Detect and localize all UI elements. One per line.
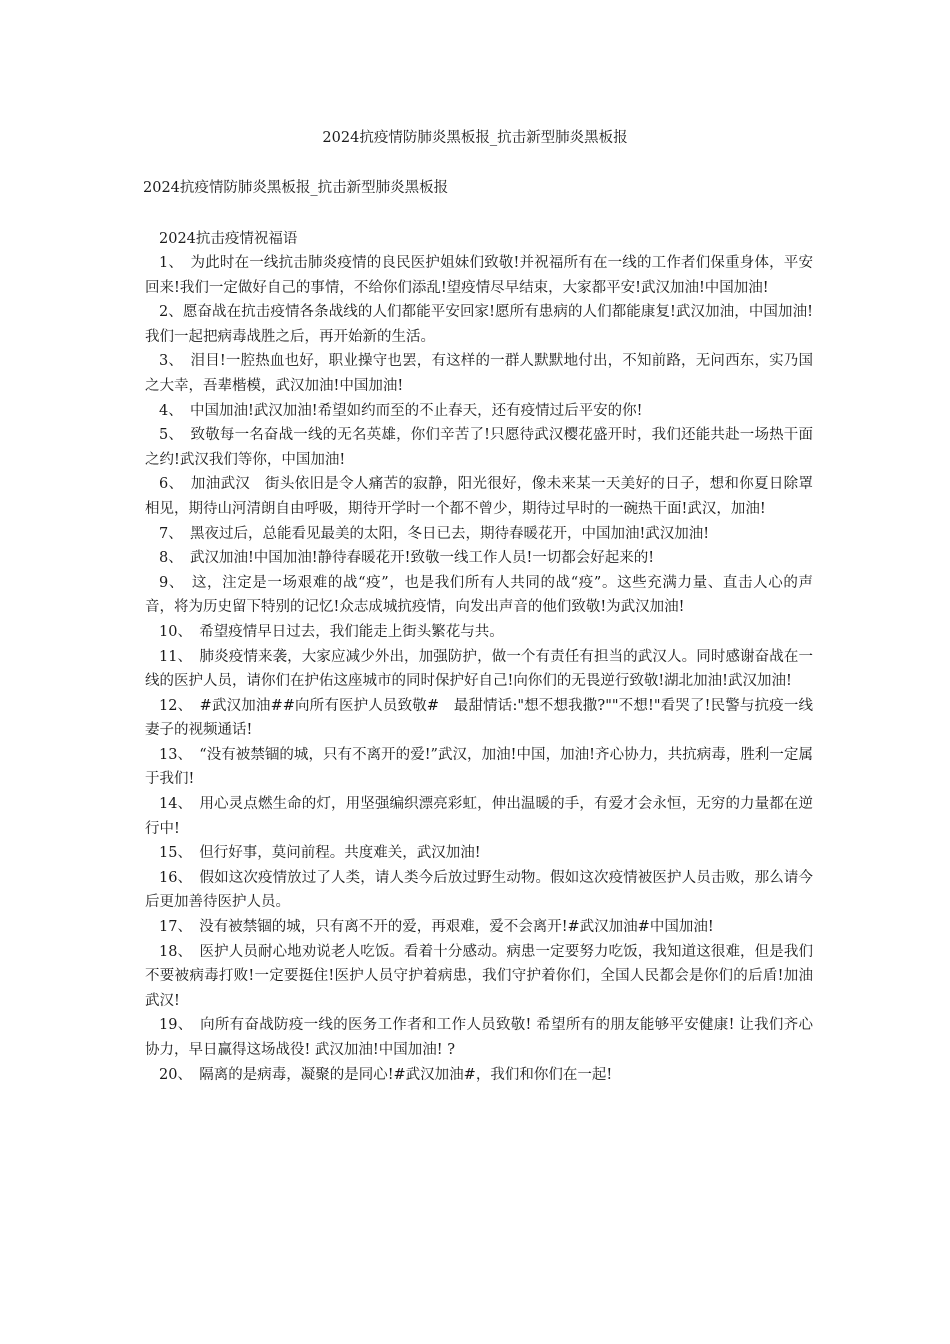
blessing-list <box>145 251 813 1087</box>
blessing-item-16: 16、 假如这次疫情放过了人类，请人类今后放过野生动物。假如这次疫情被医护人员击败，那么请今后更加善待医护人员。 <box>145 869 813 911</box>
blessing-item-15: 15、 但行好事，莫问前程。共度难关，武汉加油! <box>159 845 481 862</box>
blessing-item-18: 18、 医护人员耐心地劝说老人吃饭。看着十分感动。病患一定要努力吃饭，我知道这很难，但是我们不要被病毒打败!一定要挺住!医护人员守护着病患，我们守护着你们，全国人民都会是你们的后盾!加油武汉! <box>145 943 813 1009</box>
document-subtitle: 2024抗疫情防肺炎黑板报_抗击新型肺炎黑板报 <box>143 180 449 196</box>
section-heading: 2024抗击疫情祝福语 <box>159 231 298 247</box>
blessing-item-3: 3、 泪目!一腔热血也好，职业操守也罢，有这样的一群人默默地付出，不知前路，无问西东，实乃国之大幸，吾辈楷模，武汉加油!中国加油! <box>145 353 813 394</box>
blessing-item-9: 9、 这，注定是一场艰难的战“疫”，也是我们所有人共同的战“疫”。这些充满力量、直击人心的声音，将为历史留下特别的记忆!众志成城抗疫情，向发出声音的他们致敬!为武汉加油! <box>145 574 813 616</box>
blessing-item-19: 19、 向所有奋战防疫一线的医务工作者和工作人员致敬! 希望所有的朋友能够平安健康! 让我们齐心协力，早日赢得这场战役! 武汉加油!中国加油! ? <box>145 1017 813 1058</box>
blessing-item-6: 6、 加油武汉 街头依旧是令人痛苦的寂静，阳光很好，像未来某一天美好的日子，想和你夏日除罩相见，期待山河清朗自由呼吸，期待开学时一个都不曾少，期待过早时的一碗热干面!武汉，加油! <box>145 476 813 517</box>
blessing-item-12: 12、 #武汉加油##向所有医护人员致敬# 最甜情话:"想不想我撒?""不想!"看哭了!民警与抗疫一线妻子的视频通话! <box>145 697 813 739</box>
document-title: 2024抗疫情防肺炎黑板报_抗击新型肺炎黑板报 <box>322 130 628 146</box>
blessing-item-14: 14、 用心灵点燃生命的灯，用坚强编织漂亮彩虹，伸出温暖的手，有爱才会永恒，无穷的力量都在逆行中! <box>145 796 813 837</box>
blessing-item-1: 1、 为此时在一线抗击肺炎疫情的良民医护姐妹们致敬!并祝福所有在一线的工作者们保重身体，平安回来!我们一定做好自己的事情，不给你们添乱!望疫情尽早结束，大家都平安!武汉加油!中国加油! <box>145 255 813 296</box>
blessing-item-13: 13、 “没有被禁锢的城，只有不离开的爱!”武汉，加油!中国，加油!齐心协力，共抗病毒，胜利一定属于我们! <box>145 746 813 788</box>
blessing-item-8: 8、 武汉加油!中国加油!静待春暖花开!致敬一线工作人员!一切都会好起来的! <box>159 550 655 567</box>
blessing-item-11: 11、 肺炎疫情来袭，大家应减少外出，加强防护，做一个有责任有担当的武汉人。同时感谢奋战在一线的医护人员，请你们在护佑这座城市的同时保护好自己!向你们的无畏逆行致敬!湖北加油!武汉加油! <box>145 648 813 690</box>
blessing-item-20: 20、 隔离的是病毒，凝聚的是同心!#武汉加油#，我们和你们在一起! <box>159 1066 613 1083</box>
blessing-item-4: 4、 中国加油!武汉加油!希望如约而至的不止春天，还有疫情过后平安的你! <box>159 402 643 419</box>
blessing-item-7: 7、 黑夜过后，总能看见最美的太阳，冬日已去，期待春暖花开，中国加油!武汉加油! <box>159 525 710 542</box>
blessing-item-5: 5、 致敬每一名奋战一线的无名英雄，你们辛苦了!只愿待武汉樱花盛开时，我们还能共赴一场热干面之约!武汉我们等你，中国加油! <box>145 427 813 468</box>
blessing-item-10: 10、 希望疫情早日过去，我们能走上街头繁花与共。 <box>159 623 504 640</box>
blessing-item-17: 17、 没有被禁锢的城，只有离不开的爱，再艰难，爱不会离开!#武汉加油#中国加油! <box>159 919 714 936</box>
blessing-item-2: 2、愿奋战在抗击疫情各条战线的人们都能平安回家!愿所有患病的人们都能康复!武汉加油，中国加油!我们一起把病毒战胜之后，再开始新的生活。 <box>145 304 813 345</box>
